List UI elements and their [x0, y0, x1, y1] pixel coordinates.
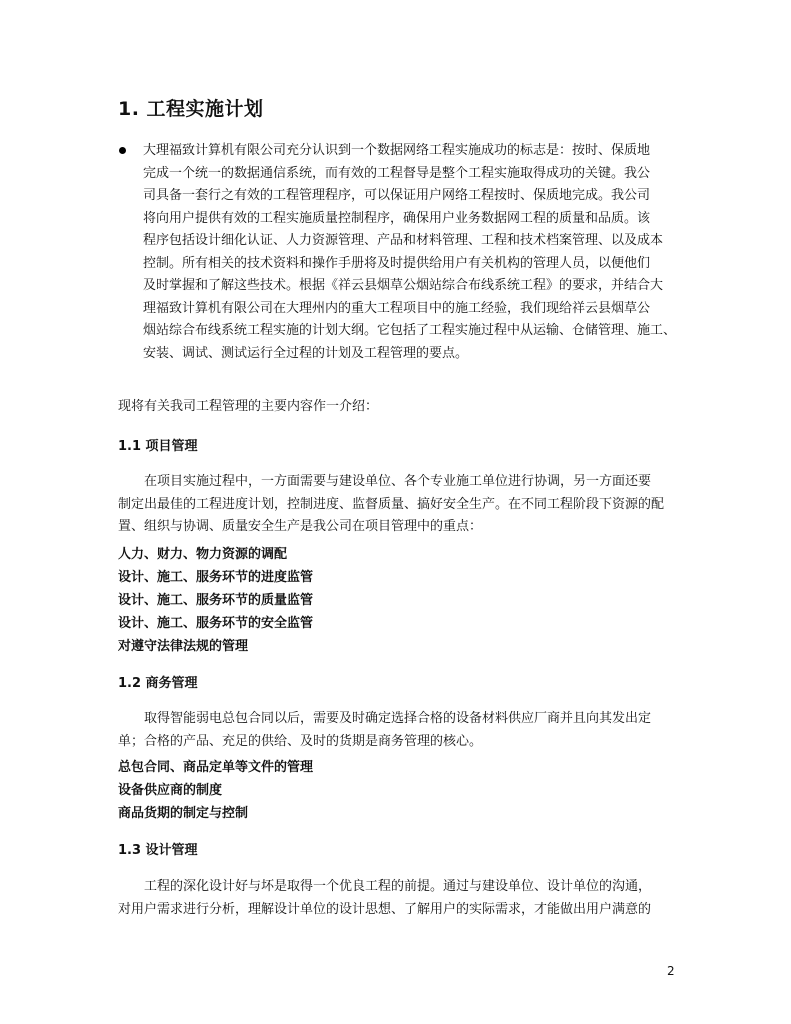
list-item: 设计、施工、服务环节的质量监管	[118, 593, 314, 608]
list-item: 设计、施工、服务环节的安全监管	[118, 616, 314, 631]
section-paragraph	[118, 708, 678, 753]
text-line: 取得智能弱电总包合同以后，需要及时确定选择合格的设备材料供应厂商并且向其发出定	[144, 711, 652, 726]
list-item: 人力、财力、物力资源的调配	[118, 547, 288, 562]
text-line: 大理福致计算机有限公司充分认识到一个数据网络工程实施成功的标志是：按时、保质地	[143, 143, 651, 158]
list-item: 对遵守法律法规的管理	[118, 639, 249, 654]
intro-paragraph	[143, 140, 683, 365]
text-line: 安装、调试、测试运行全过程的计划及工程管理的要点。	[143, 345, 469, 361]
section-heading-design-management: 1.3 设计管理	[118, 843, 198, 858]
text-line: 烟站综合布线系统工程实施的计划大纲。它包括了工程实施过程中从运输、仓储管理、施工、	[143, 323, 677, 338]
text-line: 现将有关我司工程管理的主要内容作一介绍：	[118, 399, 379, 414]
text-line: 司具备一套行之有效的工程管理程序，可以保证用户网络工程按时、保质地完成。我公司	[143, 188, 651, 203]
text-line: 将向用户提供有效的工程实施质量控制程序，确保用户业务数据网工程的质量和品质。该	[143, 210, 651, 226]
text-line: 在项目实施过程中，一方面需要与建设单位、各个专业施工单位进行协调，另一方面还要	[144, 474, 652, 489]
text-line: 置、组织与协调、质量安全生产是我公司在项目管理中的重点：	[118, 519, 483, 534]
list-item: 设计、施工、服务环节的进度监管	[118, 570, 314, 585]
text-line: 控制。所有相关的技术资料和操作手册将及时提供给用户有关机构的管理人员，以便他们	[143, 255, 651, 271]
overview-paragraph	[118, 396, 678, 419]
bullet-icon	[119, 147, 126, 154]
section-heading-project-management: 1.1 项目管理	[118, 439, 198, 454]
list-item: 设备供应商的制度	[118, 783, 223, 798]
text-line: 制定出最佳的工程进度计划，控制进度、监督质量、搞好安全生产。在不同工程阶段下资源的配	[118, 496, 665, 512]
text-line: 程序包括设计细化认证、人力资源管理、产品和材料管理、工程和技术档案管理、以及成本	[143, 233, 664, 248]
list-item: 商品货期的制定与控制	[118, 806, 249, 821]
section-heading-business-management: 1.2 商务管理	[118, 676, 198, 691]
page-number: 2	[667, 964, 675, 978]
text-line: 完成一个统一的数据通信系统，而有效的工程督导是整个工程实施取得成功的关键。我公	[143, 165, 651, 181]
section-paragraph	[118, 876, 678, 921]
text-line: 及时掌握和了解这些技术。根据《祥云县烟草公烟站综合布线系统工程》的要求，并结合大	[143, 278, 664, 293]
text-line: 对用户需求进行分析，理解设计单位的设计思想、了解用户的实际需求，才能做出用户满意的	[118, 901, 652, 917]
text-line: 理福致计算机有限公司在大理州内的重大工程项目中的施工经验，我们现给祥云县烟草公	[143, 300, 651, 316]
page-title: 1. 工程实施计划	[118, 98, 264, 120]
text-line: 单；合格的产品、充足的供给、及时的货期是商务管理的核心。	[118, 733, 483, 749]
section-paragraph	[118, 471, 678, 539]
list-item: 总包合同、商品定单等文件的管理	[118, 760, 314, 775]
text-line: 工程的深化设计好与坏是取得一个优良工程的前提。通过与建设单位、设计单位的沟通，	[144, 879, 652, 894]
